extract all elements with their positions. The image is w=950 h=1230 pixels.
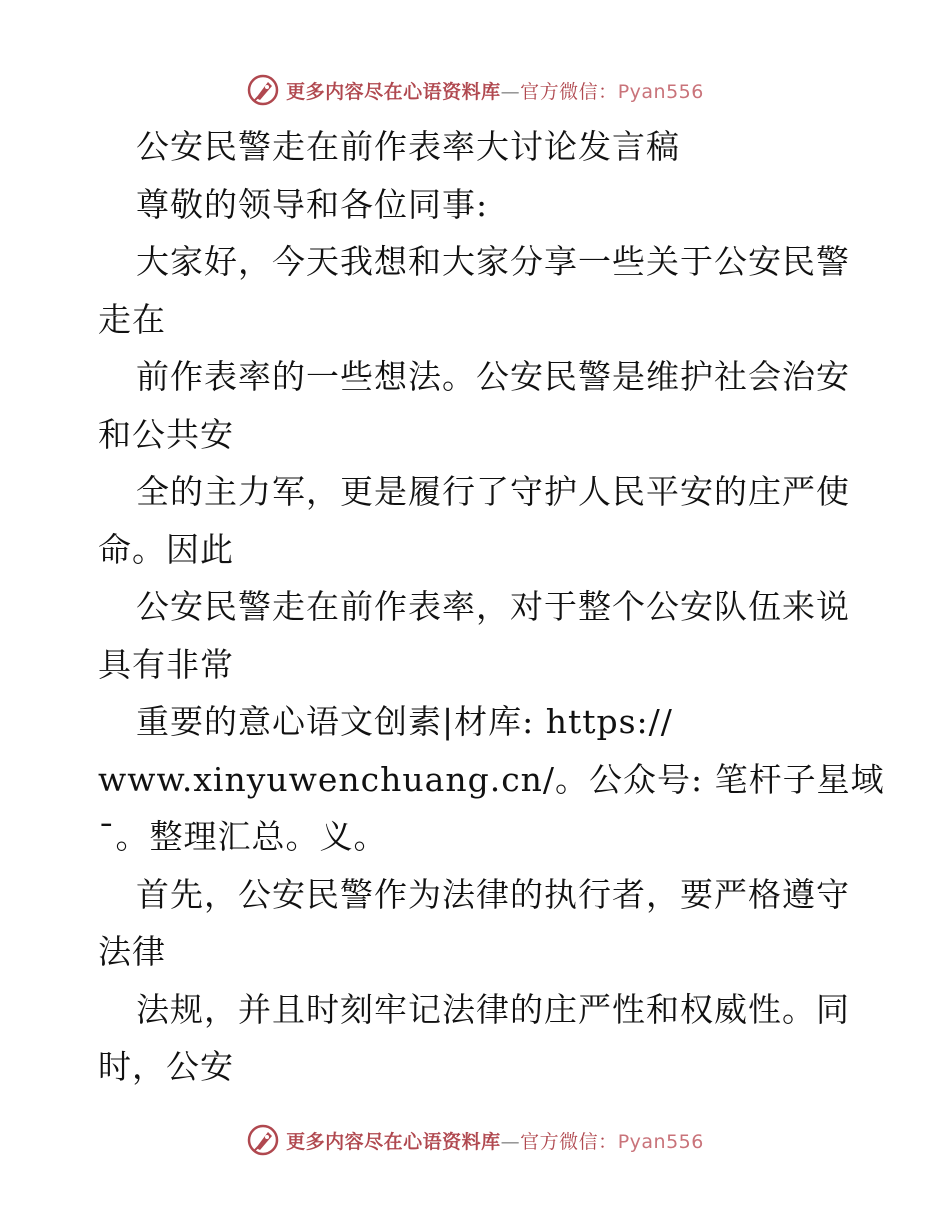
salutation: 尊敬的领导和各位同事: — [136, 184, 489, 224]
banner-wechat-handle: Pyan556 — [617, 80, 704, 103]
banner-text — [286, 77, 704, 104]
banner-text — [286, 1127, 704, 1154]
banner-dash: — — [500, 80, 521, 103]
pen-nib-logo-icon — [246, 1123, 280, 1157]
header-banner — [0, 70, 950, 110]
paragraph-line: 公安民警走在前作表率，对于整个公安队伍来说 — [136, 587, 850, 626]
banner-lead: 更多内容尽在心语资料库 — [286, 1130, 501, 1153]
paragraph-line: 命。因此 — [98, 529, 234, 569]
banner-wechat-handle: Pyan556 — [617, 1130, 704, 1153]
paragraph-line: 具有非常 — [98, 644, 234, 684]
paragraph-line: 法规，并且时刻牢记法律的庄严性和权威性。同 — [136, 989, 850, 1029]
banner-wechat-label: 官方微信： — [520, 1130, 618, 1153]
paragraph-line: www.xinyuwenchuang.cn/。公众号: 笔杆子星域 — [98, 759, 885, 799]
banner-lead: 更多内容尽在心语资料库 — [286, 80, 501, 103]
paragraph-line: 时，公安 — [98, 1047, 234, 1086]
paragraph-line: 大家好，今天我想和大家分享一些关于公安民警 — [136, 242, 850, 281]
footer-banner — [0, 1120, 950, 1160]
paragraph-line: ¯。整理汇总。义。 — [98, 817, 388, 856]
pen-nib-logo-icon — [246, 73, 280, 107]
paragraph-line: 走在 — [98, 299, 166, 339]
paragraph-line: 重要的意心语文创素|材库: https:// — [136, 702, 673, 741]
banner-wechat-label: 官方微信： — [520, 80, 618, 103]
paragraph-line: 法律 — [98, 932, 166, 971]
document-title: 公安民警走在前作表率大讨论发言稿 — [136, 127, 680, 166]
banner-dash: — — [500, 1130, 521, 1153]
paragraph-line: 全的主力军，更是履行了守护人民平安的庄严使 — [136, 472, 850, 511]
paragraph-line: 和公共安 — [98, 414, 234, 454]
document-body — [98, 118, 885, 1096]
paragraph-line: 前作表率的一些想法。公安民警是维护社会治安 — [136, 357, 850, 396]
paragraph-line: 首先，公安民警作为法律的执行者，要严格遵守 — [136, 874, 850, 914]
